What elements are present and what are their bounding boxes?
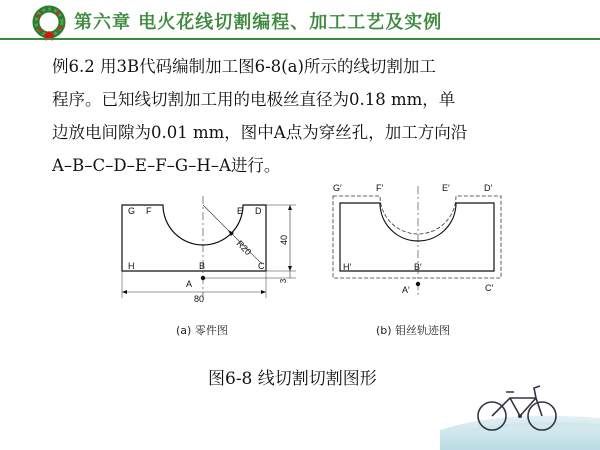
problem-line: 例6.2 用3B代码编制加工图6-8(a)所示的线切割加工 — [52, 57, 436, 76]
problem-line: 程序。已知线切割加工用的电极丝直径为0.18 mm，单 — [52, 90, 456, 109]
problem-line: 边放电间隙为0.01 mm，图中A点为穿丝孔，加工方向沿 — [52, 123, 468, 142]
label-g-prime: G′ — [333, 183, 342, 193]
label-c-prime: C′ — [485, 283, 494, 293]
inner-outline — [340, 203, 494, 271]
threading-hole-a-prime — [416, 282, 420, 286]
label-g: G — [128, 206, 136, 216]
cutting-diagrams — [100, 178, 520, 343]
label-d: D — [255, 206, 262, 216]
slide-header — [0, 0, 600, 42]
label-b-prime: B′ — [414, 262, 422, 272]
label-e: E — [237, 206, 244, 216]
caption-wire-path: (b) 钼丝轨迹图 — [376, 324, 451, 337]
problem-line: A–B–C–D–E–F–G–H–A进行。 — [52, 156, 281, 175]
offset-dimension: 3 — [279, 278, 288, 284]
radius-dimension: R20 — [234, 238, 254, 258]
christmas-wreath-icon — [31, 4, 67, 42]
label-f: F — [146, 206, 152, 216]
part-outline — [122, 205, 266, 271]
caption-part-drawing: (a) 零件图 — [176, 324, 228, 337]
label-h-prime: H′ — [343, 262, 352, 272]
label-b: B — [199, 261, 206, 271]
label-a-prime: A′ — [402, 285, 410, 295]
height-dimension: 40 — [279, 234, 289, 246]
label-a: A — [186, 279, 193, 289]
figure-title: 图6-8 线切割切割图形 — [208, 369, 377, 389]
width-dimension: 80 — [194, 294, 205, 304]
label-c: C — [258, 261, 265, 271]
wire-path-drawing — [333, 183, 501, 298]
label-e-prime: E′ — [442, 183, 450, 193]
problem-statement — [52, 50, 558, 182]
label-d-prime: D′ — [484, 183, 493, 193]
bicycle-decoration-icon — [440, 360, 600, 450]
label-f-prime: F′ — [376, 183, 384, 193]
threading-hole-a — [201, 276, 205, 280]
chapter-title: 第六章 电火花线切割编程、加工工艺及实例 — [74, 12, 443, 33]
part-drawing — [122, 196, 296, 304]
header-divider — [0, 38, 600, 40]
label-h: H — [128, 261, 135, 271]
